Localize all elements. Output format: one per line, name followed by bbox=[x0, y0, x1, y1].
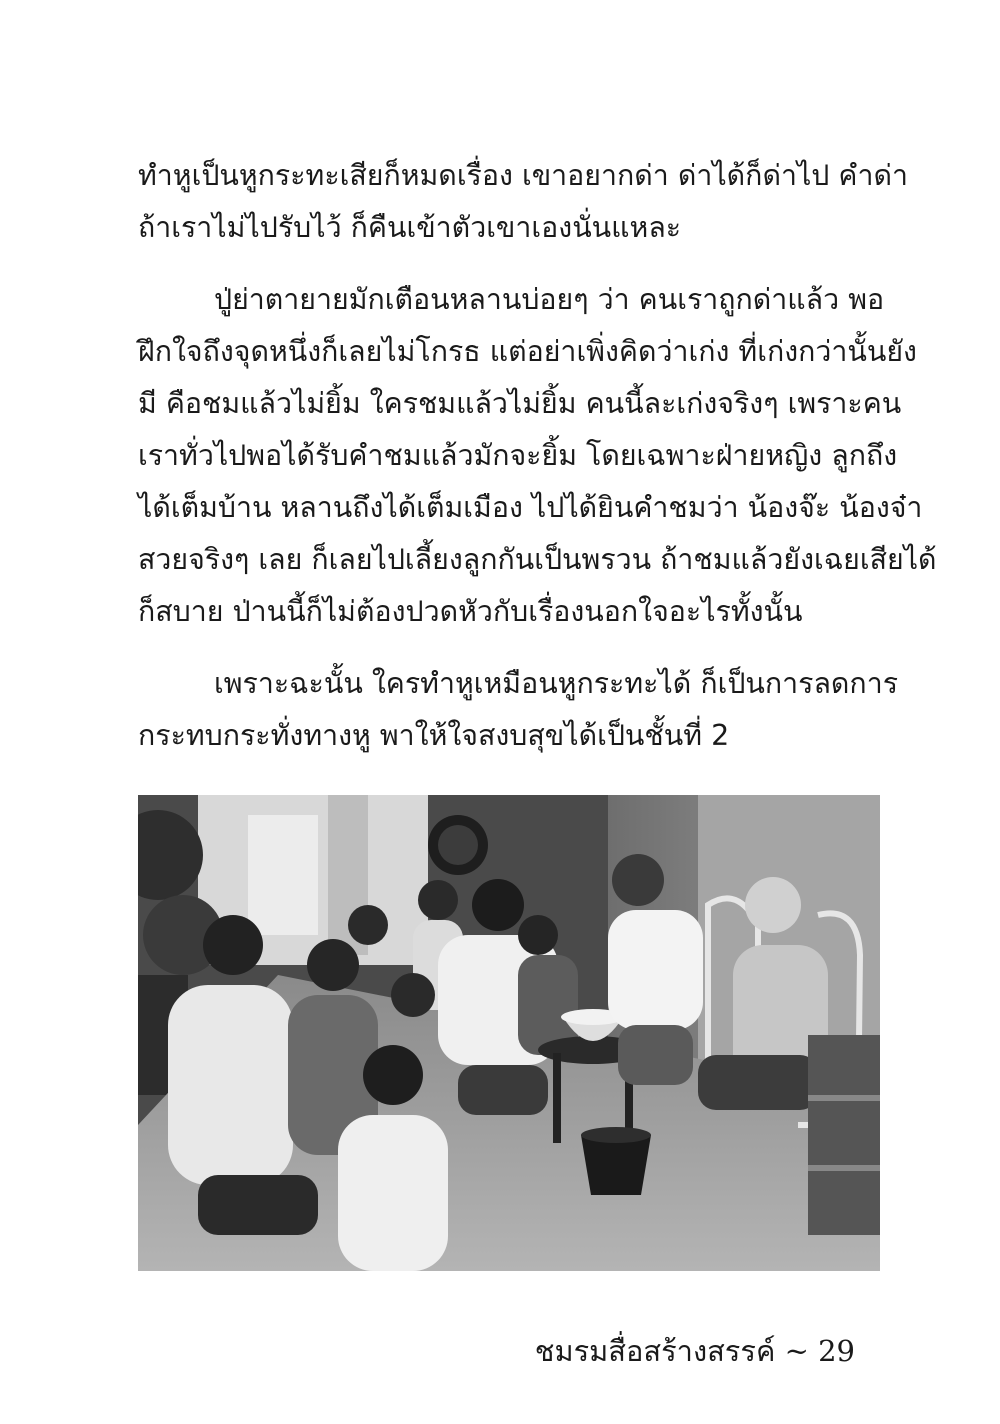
text-line: ก็สบาย ป่านนี้ก็ไม่ต้องปวดหัวกับเรื่องนอกใจอะไรทั้งนั้น bbox=[138, 595, 803, 628]
text-line: ฝึกใจถึงจุดหนึ่งก็เลยไม่โกรธ แต่อย่าเพิ่งคิดว่าเก่ง ที่เก่งกว่านั้นยัง bbox=[138, 335, 917, 368]
text-line: ได้เต็มบ้าน หลานถึงได้เต็มเมือง ไปได้ยินคำชมว่า น้องจ๊ะ น้องจ๋า bbox=[138, 491, 923, 524]
text-line: มี คือชมแล้วไม่ยิ้ม ใครชมแล้วไม่ยิ้ม คนนี้ละเก่งจริงๆ เพราะคน bbox=[138, 387, 902, 420]
text-line: ทำหูเป็นหูกระทะเสียก็หมดเรื่อง เขาอยากด่า ด่าได้ก็ด่าไป คำด่า bbox=[138, 159, 909, 192]
text-line: ปู่ย่าตายายมักเตือนหลานบ่อยๆ ว่า คนเราถูกด่าแล้ว พอ bbox=[214, 283, 885, 316]
text-line: เพราะฉะนั้น ใครทำหูเหมือนหูกระทะได้ ก็เป็นการลดการ bbox=[214, 667, 898, 700]
text-line: กระทบกระทั่งทางหู พาให้ใจสงบสุขได้เป็นชั้นที่ 2 bbox=[138, 719, 730, 752]
paragraph-1 bbox=[138, 150, 909, 254]
text-line: เราทั่วไปพอได้รับคำชมแล้วมักจะยิ้ม โดยเฉพาะฝ่ายหญิง ลูกถึง bbox=[138, 439, 898, 472]
text-line: สวยจริงๆ เลย ก็เลยไปเลี้ยงลูกกันเป็นพรวน ถ้าชมแล้วยังเฉยเสียได้ bbox=[138, 543, 937, 576]
page-footer: ชมรมสื่อสร้างสรรค์ ~ 29 bbox=[534, 1334, 855, 1368]
paragraph-3 bbox=[138, 658, 898, 762]
text-line: ถ้าเราไม่ไปรับไว้ ก็คืนเข้าตัวเขาเองนั่นแหละ bbox=[138, 211, 682, 244]
paragraph-2 bbox=[138, 274, 937, 638]
body-text bbox=[138, 150, 937, 782]
family-blessing-photo bbox=[138, 795, 880, 1271]
